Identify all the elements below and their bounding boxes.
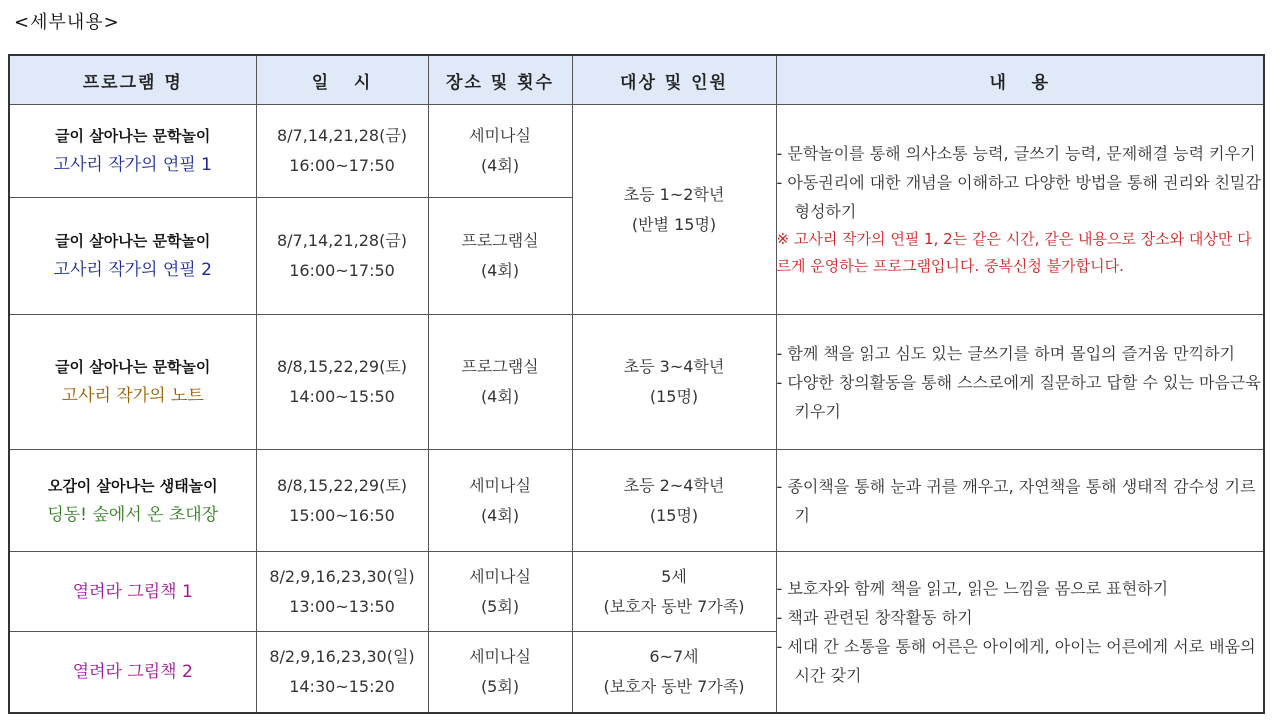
- program-name-cell: [9, 105, 256, 198]
- place-cell: [428, 198, 572, 315]
- program-time: 14:30~15:20: [289, 677, 395, 697]
- target-cell: [572, 105, 776, 315]
- content-cell: [776, 315, 1264, 450]
- program-place: 세미나실: [469, 126, 531, 146]
- target-people: (15명): [649, 505, 699, 525]
- content-item: - 다양한 창의활동을 통해 스스로에게 질문하고 답할 수 있는 마음근육 키우기: [776, 372, 1261, 421]
- program-title: 고사리 작가의 연필 1: [53, 155, 212, 176]
- table-row: [9, 552, 1264, 632]
- program-time: 14:00~15:50: [289, 387, 395, 407]
- program-category: 글이 살아나는 문학놀이: [55, 127, 211, 146]
- target-cell: [572, 450, 776, 552]
- program-time: 15:00~16:50: [289, 505, 395, 525]
- content-item: - 세대 간 소통을 통해 어른은 아이에게, 아이는 어른에게 서로 배움의 시간 갖기: [776, 637, 1256, 686]
- content-item: - 보호자와 함께 책을 읽고, 읽은 느낌을 몸으로 표현하기: [776, 579, 1169, 599]
- program-category: 글이 살아나는 문학놀이: [55, 232, 211, 251]
- session-count: (4회): [480, 387, 520, 407]
- datetime-cell: [256, 198, 428, 315]
- program-dates: 8/7,14,21,28(금): [276, 231, 408, 251]
- program-name-cell: [9, 315, 256, 450]
- target-grade: 초등 2~4학년: [623, 475, 725, 495]
- target-grade: 초등 1~2학년: [623, 184, 725, 204]
- content-cell: [776, 450, 1264, 552]
- header-datetime: 일 시: [256, 55, 428, 105]
- target-age: 5세: [661, 566, 687, 586]
- session-count: (5회): [480, 677, 520, 697]
- program-time: 16:00~17:50: [289, 156, 395, 176]
- program-time: 13:00~13:50: [289, 596, 395, 616]
- target-people: (보호자 동반 7가족): [603, 596, 745, 616]
- target-grade: 초등 3~4학년: [623, 357, 725, 377]
- session-count: (4회): [480, 261, 520, 281]
- table-row: [9, 105, 1264, 198]
- content-item: - 함께 책을 읽고 심도 있는 글쓰기를 하며 몰입의 즐거움 만끽하기: [776, 343, 1235, 363]
- content-item: - 종이책을 통해 눈과 귀를 깨우고, 자연책을 통해 생태적 감수성 기르기: [776, 476, 1256, 525]
- program-time: 16:00~17:50: [289, 261, 395, 281]
- datetime-cell: [256, 450, 428, 552]
- target-cell: [572, 632, 776, 713]
- program-dates: 8/8,15,22,29(토): [276, 357, 408, 377]
- program-name-cell: [9, 450, 256, 552]
- program-dates: 8/8,15,22,29(토): [276, 475, 408, 495]
- place-cell: [428, 105, 572, 198]
- place-cell: [428, 315, 572, 450]
- program-schedule-table: [8, 54, 1265, 714]
- target-cell: [572, 552, 776, 632]
- program-dates: 8/2,9,16,23,30(일): [269, 647, 415, 667]
- datetime-cell: [256, 632, 428, 713]
- header-content: 내 용: [776, 55, 1264, 105]
- program-title: 고사리 작가의 연필 2: [53, 260, 212, 281]
- content-item: - 아동권리에 대한 개념을 이해하고 다양한 방법을 통해 권리와 친밀감 형성하기: [776, 173, 1261, 222]
- target-people: (반별 15명): [631, 214, 717, 234]
- program-name-cell: [9, 198, 256, 315]
- table-row: [9, 315, 1264, 450]
- program-title: 딩동! 숲에서 온 초대장: [47, 504, 219, 525]
- place-cell: [428, 632, 572, 713]
- program-place: 프로그램실: [461, 357, 539, 377]
- program-title: 고사리 작가의 노트: [61, 386, 204, 407]
- duplicate-application-note: ※ 고사리 작가의 연필 1, 2는 같은 시간, 같은 내용으로 장소와 대상만 다르게 운영하는 프로그램입니다. 중복신청 불가합니다.: [776, 230, 1252, 276]
- place-cell: [428, 450, 572, 552]
- session-count: (4회): [480, 505, 520, 525]
- program-title: 열려라 그림책 1: [72, 581, 193, 602]
- content-item: - 문학놀이를 통해 의사소통 능력, 글쓰기 능력, 문제해결 능력 키우기: [776, 144, 1256, 164]
- datetime-cell: [256, 552, 428, 632]
- program-place: 세미나실: [469, 566, 531, 586]
- program-dates: 8/7,14,21,28(금): [276, 126, 408, 146]
- target-cell: [572, 315, 776, 450]
- table-header-row: [9, 55, 1264, 105]
- datetime-cell: [256, 315, 428, 450]
- program-place: 세미나실: [469, 647, 531, 667]
- target-people: (보호자 동반 7가족): [603, 677, 745, 697]
- session-count: (5회): [480, 596, 520, 616]
- program-title: 열려라 그림책 2: [72, 662, 193, 683]
- content-cell: [776, 552, 1264, 713]
- target-people: (15명): [649, 387, 699, 407]
- program-place: 프로그램실: [461, 231, 539, 251]
- program-place: 세미나실: [469, 475, 531, 495]
- place-cell: [428, 552, 572, 632]
- table-row: [9, 450, 1264, 552]
- header-place: 장소 및 횟수: [428, 55, 572, 105]
- target-age: 6~7세: [649, 647, 699, 667]
- section-heading: <세부내용>: [14, 12, 120, 33]
- session-count: (4회): [480, 156, 520, 176]
- program-name-cell: [9, 552, 256, 632]
- datetime-cell: [256, 105, 428, 198]
- content-item: - 책과 관련된 창작활동 하기: [776, 608, 973, 628]
- program-category: 오감이 살아나는 생태놀이: [47, 476, 218, 495]
- content-cell: [776, 105, 1264, 315]
- program-dates: 8/2,9,16,23,30(일): [269, 566, 415, 586]
- header-target: 대상 및 인원: [572, 55, 776, 105]
- program-name-cell: [9, 632, 256, 713]
- program-category: 글이 살아나는 문학놀이: [55, 358, 211, 377]
- header-program: 프로그램 명: [9, 55, 256, 105]
